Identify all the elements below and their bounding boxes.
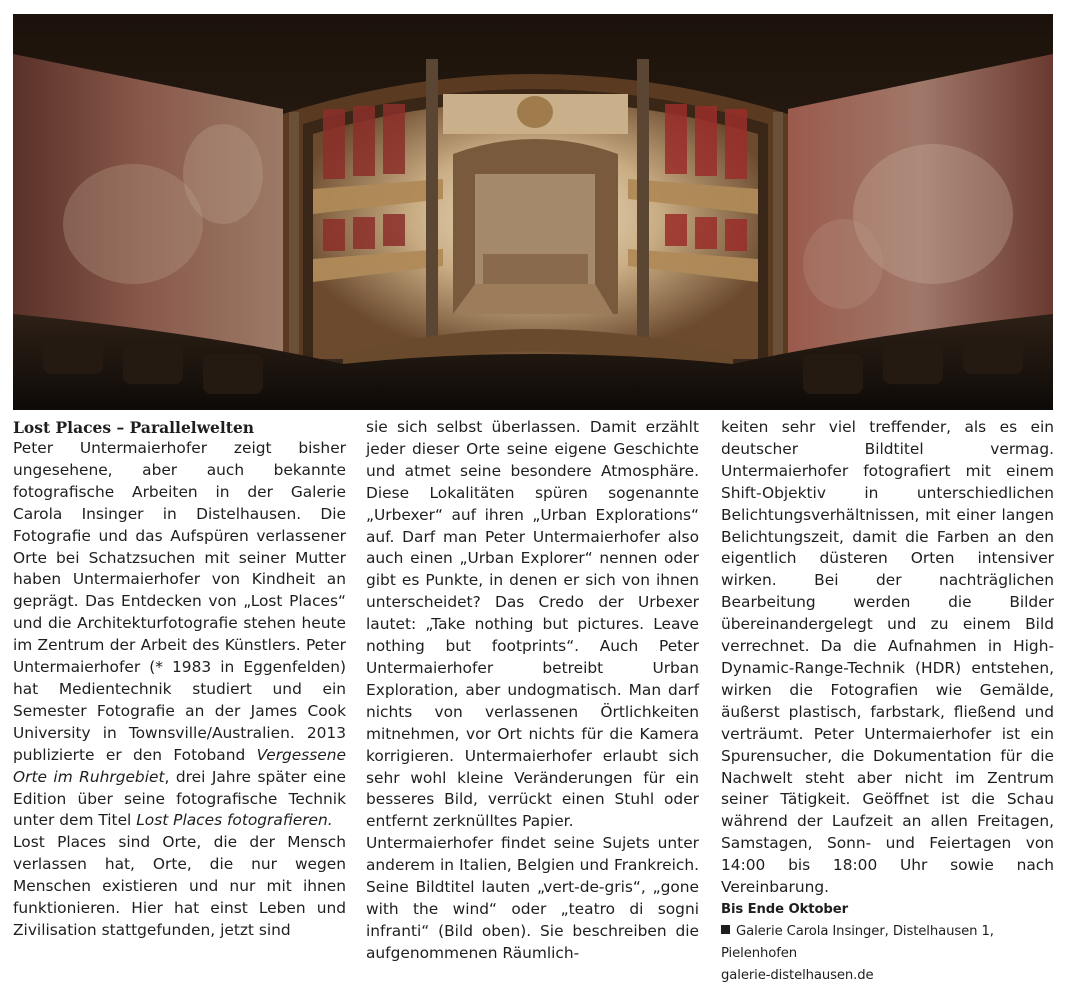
article-column-1 [13, 417, 346, 942]
exhibition-dates: Bis Ende Oktober [721, 901, 849, 917]
article-column-3 [721, 417, 1054, 987]
gallery-website[interactable]: galerie-distelhausen.de [721, 967, 874, 983]
book-title-1: Vergessene Orte im Ruhrgebiet [13, 745, 346, 786]
gallery-address-text: Galerie Carola Insinger, Distelhausen 1, Pielenhofen [721, 923, 994, 961]
paragraph-4: Untermaierhofer findet seine Sujets unter anderem in Italien, Belgien und Frankreich. Seine Bildtitel lauten „vert-de-gris“, „gone with the wind“ oder „teatro di sogni infranti“ (Bild oben). Sie beschreiben die aufgenommenen Räumlich- [366, 834, 699, 962]
article-column-2 [366, 417, 699, 965]
paragraph-5: keiten sehr viel treffender, als es ein deutscher Bildtitel vermag. Untermaierhofer fotografiert mit einem Shift-Objektiv in unterschiedlichen Belichtungsverhältnissen, mit einer langen Belichtungszeit, damit die Farben an den eigentlich düsteren Orten intensiver wirken. Bei der nachträglichen Bearbeitung werden die Bilder übereinandergelegt und zu einem Bild verrechnet. Da die Aufnahmen in High-Dynamic-Range-Technik (HDR) entstehen, wirken die Fotografien wie Gemälde, äußerst plastisch, farbstark, fließend und verträumt. Peter Untermaierhofer ist ein Spurensucher, die Dokumentation für die Nachwelt steht aber nicht im Zentrum seiner Tätigkeit. Geöffnet ist die Schau während der Laufzeit an allen Freitagen, Samstagen, Sonn- und Feiertagen von 14:00 bis 18:00 Uhr sowie nach Vereinbarung. [721, 418, 1054, 897]
theater-photo [13, 14, 1053, 410]
paragraph-2: Lost Places sind Orte, die der Mensch verlassen hat, Orte, die nur wegen Menschen existieren und nur mit ihnen funktionieren. Hier hat einst Leben und Zivilisation stattgefunden, jetzt sind [13, 833, 346, 939]
abandoned-theater-image [13, 14, 1053, 410]
book-title-2: Lost Places fotografieren. [136, 811, 333, 830]
paragraph-3: sie sich selbst überlassen. Damit erzählt jeder dieser Orte seine eigene Geschichte und atmet seine besondere Atmosphäre. Diese Lokalitäten spüren sogenannte „Urbexer“ auf ihren „Urban Explorations“ auf. Darf man Peter Untermaierhofer also auch einen „Urban Explorer“ nennen oder gibt es Punkte, in denen er sich von ihnen unterscheidet? Das Credo der Urbexer lautet: „Take nothing but pictures. Leave nothing but footprints“. Auch Peter Untermaierhofer betreibt Urban Exploration, aber undogmatisch. Man darf nichts von verlassenen Örtlichkeiten mitnehmen, vor Ort nichts für die Kamera korrigieren. Untermaierhofer erlaubt sich sehr wohl kleine Veränderungen für ein besseres Bild, verrückt einen Stuhl oder entfernt zerknülltes Papier. [366, 418, 699, 831]
gallery-address [721, 921, 1054, 965]
paragraph-1 [13, 438, 346, 832]
paragraph-1-text: Peter Untermaierhofer zeigt bisher ungesehene, aber auch bekannte fotografische Arbeiten in der Galerie Carola Insinger in Distelhausen. Die Fotografie und das Aufspüren verlassener Orte bei Schatzsuchen mit seiner Mutter haben Untermaierhofer von Kindheit an geprägt. Das Entdecken von „Lost Places“ und die Architekturfotografie stehen heute im Zentrum der Arbeit des Künstlers. Peter Untermaierhofer (* 1983 in Eggenfelden) hat Medientechnik studiert und ein Semester Fotografie an der James Cook University in Townsville/Australien. 2013 publizierte er den Fotoband [13, 439, 346, 764]
article-heading: Lost Places – Parallelwelten [13, 418, 255, 437]
square-bullet-icon [721, 925, 730, 934]
paragraph-1-text-2: , drei Jahre später eine Edition über seine fotografische Technik unter dem Titel [13, 767, 346, 830]
